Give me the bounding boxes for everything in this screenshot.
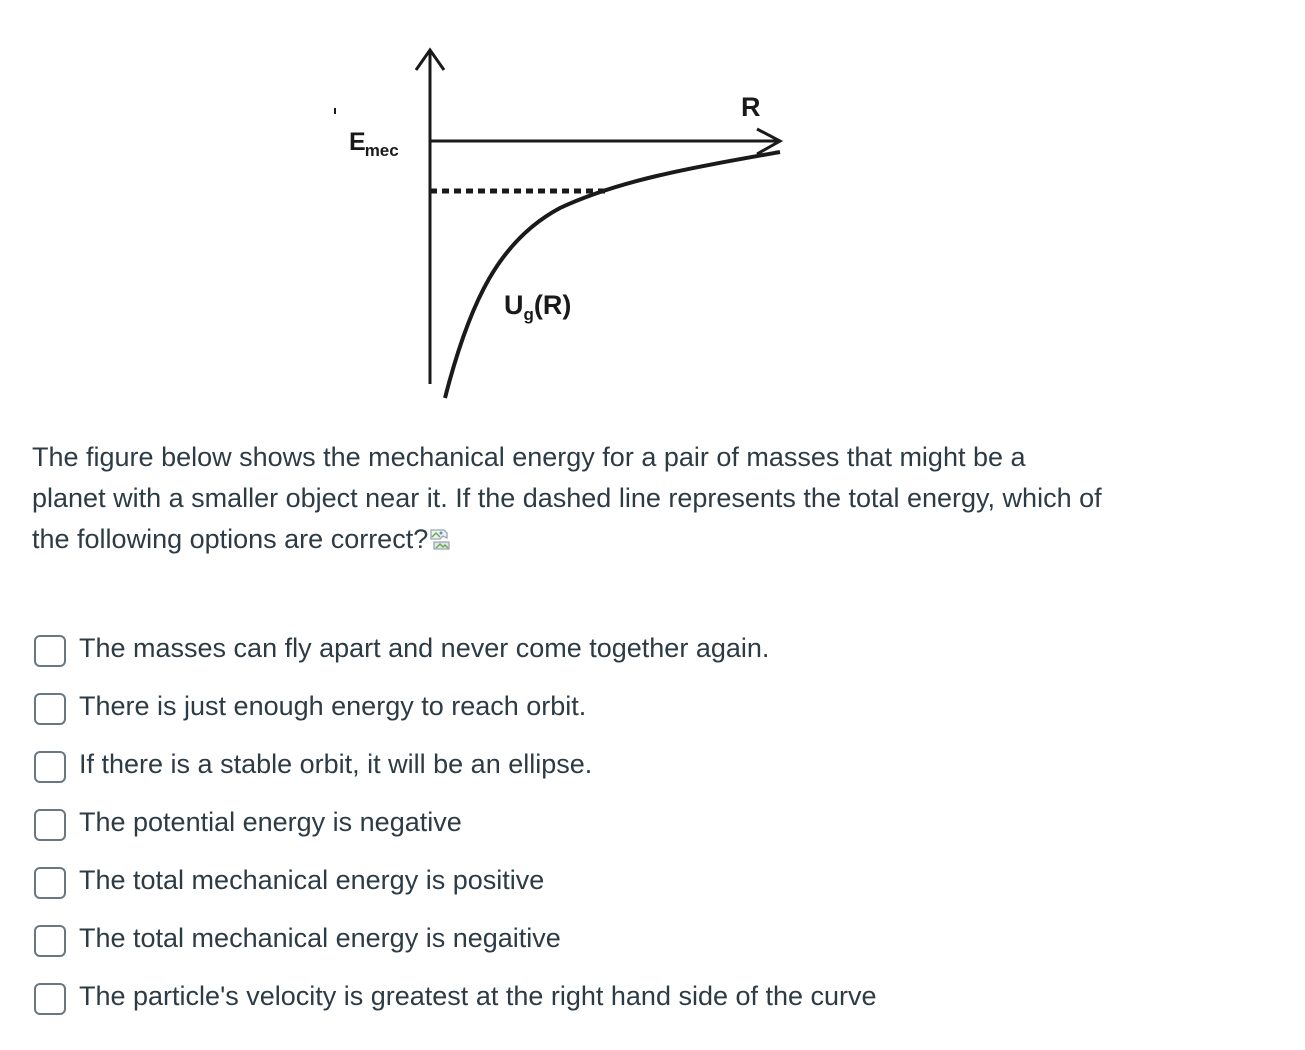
broken-image-icon — [429, 522, 453, 546]
energy-label-main: E — [349, 128, 365, 156]
question-text: The figure below shows the mechanical energy for a pair of masses that might be a planet with a smaller object near it. If the dashed line represents the total energy, which of the following options are correct? — [32, 442, 1102, 554]
answer-option[interactable] — [34, 677, 877, 735]
answer-label: The total mechanical energy is negaitive — [79, 922, 561, 953]
answer-checkbox[interactable] — [34, 983, 66, 1015]
curve-label-subscript: g — [523, 305, 534, 324]
answer-label: There is just enough energy to reach orbit. — [79, 690, 587, 721]
energy-label-subscript: mec — [364, 141, 399, 160]
answer-option[interactable] — [34, 793, 877, 851]
question-prompt — [32, 437, 1102, 560]
answer-option[interactable] — [34, 967, 877, 1025]
curve-label — [504, 290, 572, 324]
energy-diagram-graphic — [330, 40, 800, 410]
answer-option[interactable] — [34, 735, 877, 793]
answer-option[interactable] — [34, 909, 877, 967]
answer-label: If there is a stable orbit, it will be an ellipse. — [79, 748, 593, 779]
answer-checkbox[interactable] — [34, 751, 66, 783]
answer-label: The potential energy is negative — [79, 806, 462, 837]
energy-axis-label — [349, 128, 399, 160]
curve-label-main: U — [504, 290, 524, 320]
answer-label: The total mechanical energy is positive — [79, 864, 545, 895]
answer-label: The masses can fly apart and never come together again. — [79, 632, 770, 663]
answer-option[interactable] — [34, 619, 877, 677]
answer-checkbox[interactable] — [34, 693, 66, 725]
answer-label: The particle's velocity is greatest at the right hand side of the curve — [79, 980, 877, 1011]
curve-label-tail: (R) — [533, 290, 572, 320]
answer-checkbox[interactable] — [34, 635, 66, 667]
r-axis-label: R — [741, 92, 761, 122]
answer-option[interactable] — [34, 851, 877, 909]
answer-checkbox[interactable] — [34, 867, 66, 899]
energy-diagram — [330, 40, 800, 410]
answer-checkbox[interactable] — [34, 925, 66, 957]
answer-list — [34, 619, 877, 1025]
answer-checkbox[interactable] — [34, 809, 66, 841]
